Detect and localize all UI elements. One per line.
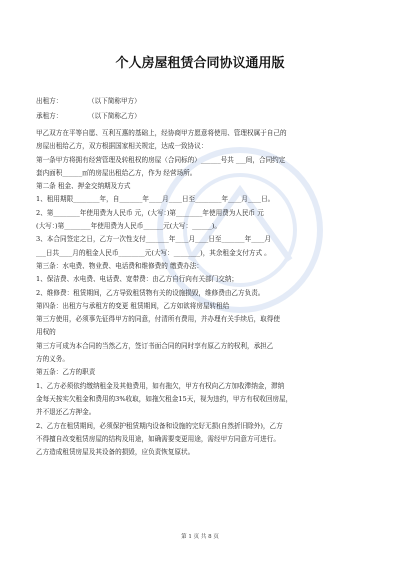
lessee-label: 承租方： — [36, 112, 63, 120]
body-line: 房屋出租给乙方，双方根据国家相关规定，达成一致协议： — [36, 142, 208, 151]
body-line: 甲乙双方在平等自愿、互利互惠的基础上，经协商甲方愿意将使用、管理权属于自己的 — [36, 129, 287, 137]
body-line: 并不退还乙方押金。 — [36, 408, 96, 417]
body-line: 第三方可成为本合同的当然乙方，签订书面合同的同时享有原乙方的权利，承担乙 — [36, 341, 274, 350]
lessor-line — [36, 97, 141, 106]
contract-body — [36, 127, 366, 459]
section-heading: 第二条 租金、押金交纳期及方式 — [36, 182, 131, 191]
section-heading: 第三条：水电费、物业费、电话费和维修费的 缴费办法： — [36, 261, 203, 270]
page-number: 第 1 页 共 8 页 — [181, 534, 219, 540]
body-line: (大写：)第________年使用费为人民币______元(大写：______)。 — [36, 222, 222, 231]
body-line: 1、保洁费、水电费、电话费、宽带费：由乙方自行向有关部门交纳； — [36, 275, 239, 284]
body-line: 乙方造成租赁房屋及其设备的损毁，应负责恢复原状。 — [36, 448, 195, 457]
body-line: 1、租用期限________年，自_______年____月____日至________年____月____日。 — [36, 195, 275, 204]
body-line: 1、乙方必须依约缴纳租金及其他费用，如有拖欠，甲方有权向乙方加收滞纳金，滞纳 — [36, 381, 285, 390]
lessor-value: （以下简称甲方） — [88, 97, 141, 105]
lessor-label: 出租方： — [36, 97, 63, 105]
section-heading: 第五条：乙方的职责 — [36, 368, 96, 377]
section-heading: 第四条：出租方与承租方的变更 租赁期间，乙方如欲将房屋转租给 — [36, 301, 230, 310]
body-line: 2、乙方在租赁期间，必须保护租赁期内设备和设施的完好无损(自然折旧除外)，乙方 — [36, 421, 283, 430]
body-line: 套内面积______㎡的房屋出租给乙方，作为 经营场所。 — [36, 168, 197, 177]
document-title: 个人房屋租赁合同协议通用版 — [115, 56, 285, 71]
lessee-value: （以下简称乙方） — [88, 112, 141, 120]
body-line: 第三方使用，必须事先征得甲方的同意，付清所有费用，并办理有关手续后，取得使 — [36, 315, 280, 324]
body-line: 不得擅自改变租赁房屋的结构及用途，如确需要变更用途，需经甲方同意方可进行。 — [36, 434, 280, 443]
body-line: 第一条甲方将拥有经营管理及转租权的房屋（合同标的）______号共 ___间，合同约定 — [36, 155, 286, 164]
body-line: 方的义务。 — [36, 355, 69, 364]
body-line: 用权的 — [36, 328, 56, 337]
body-line: 2、第________年使用费为人民币 元，(大写：)第________年使用费为人民币 元 — [36, 208, 264, 217]
body-line: 3、本合同签定之日，乙方一次性支付_______年____月____日至_______年____月 — [36, 235, 271, 244]
body-line: ___日共____月的租金人民币________元(大写：________)，其余租金支付方式 。 — [36, 248, 271, 257]
body-line: 金每天按实欠租金和费用的3%收取，如拖欠租金15天，视为违约，甲方有权收回房屋， — [36, 394, 293, 403]
lessee-line — [36, 112, 141, 121]
body-line: 2、维修费：租赁期间，乙方导致租赁物有关的设施损毁，维修费由乙方负责。 — [36, 288, 265, 297]
